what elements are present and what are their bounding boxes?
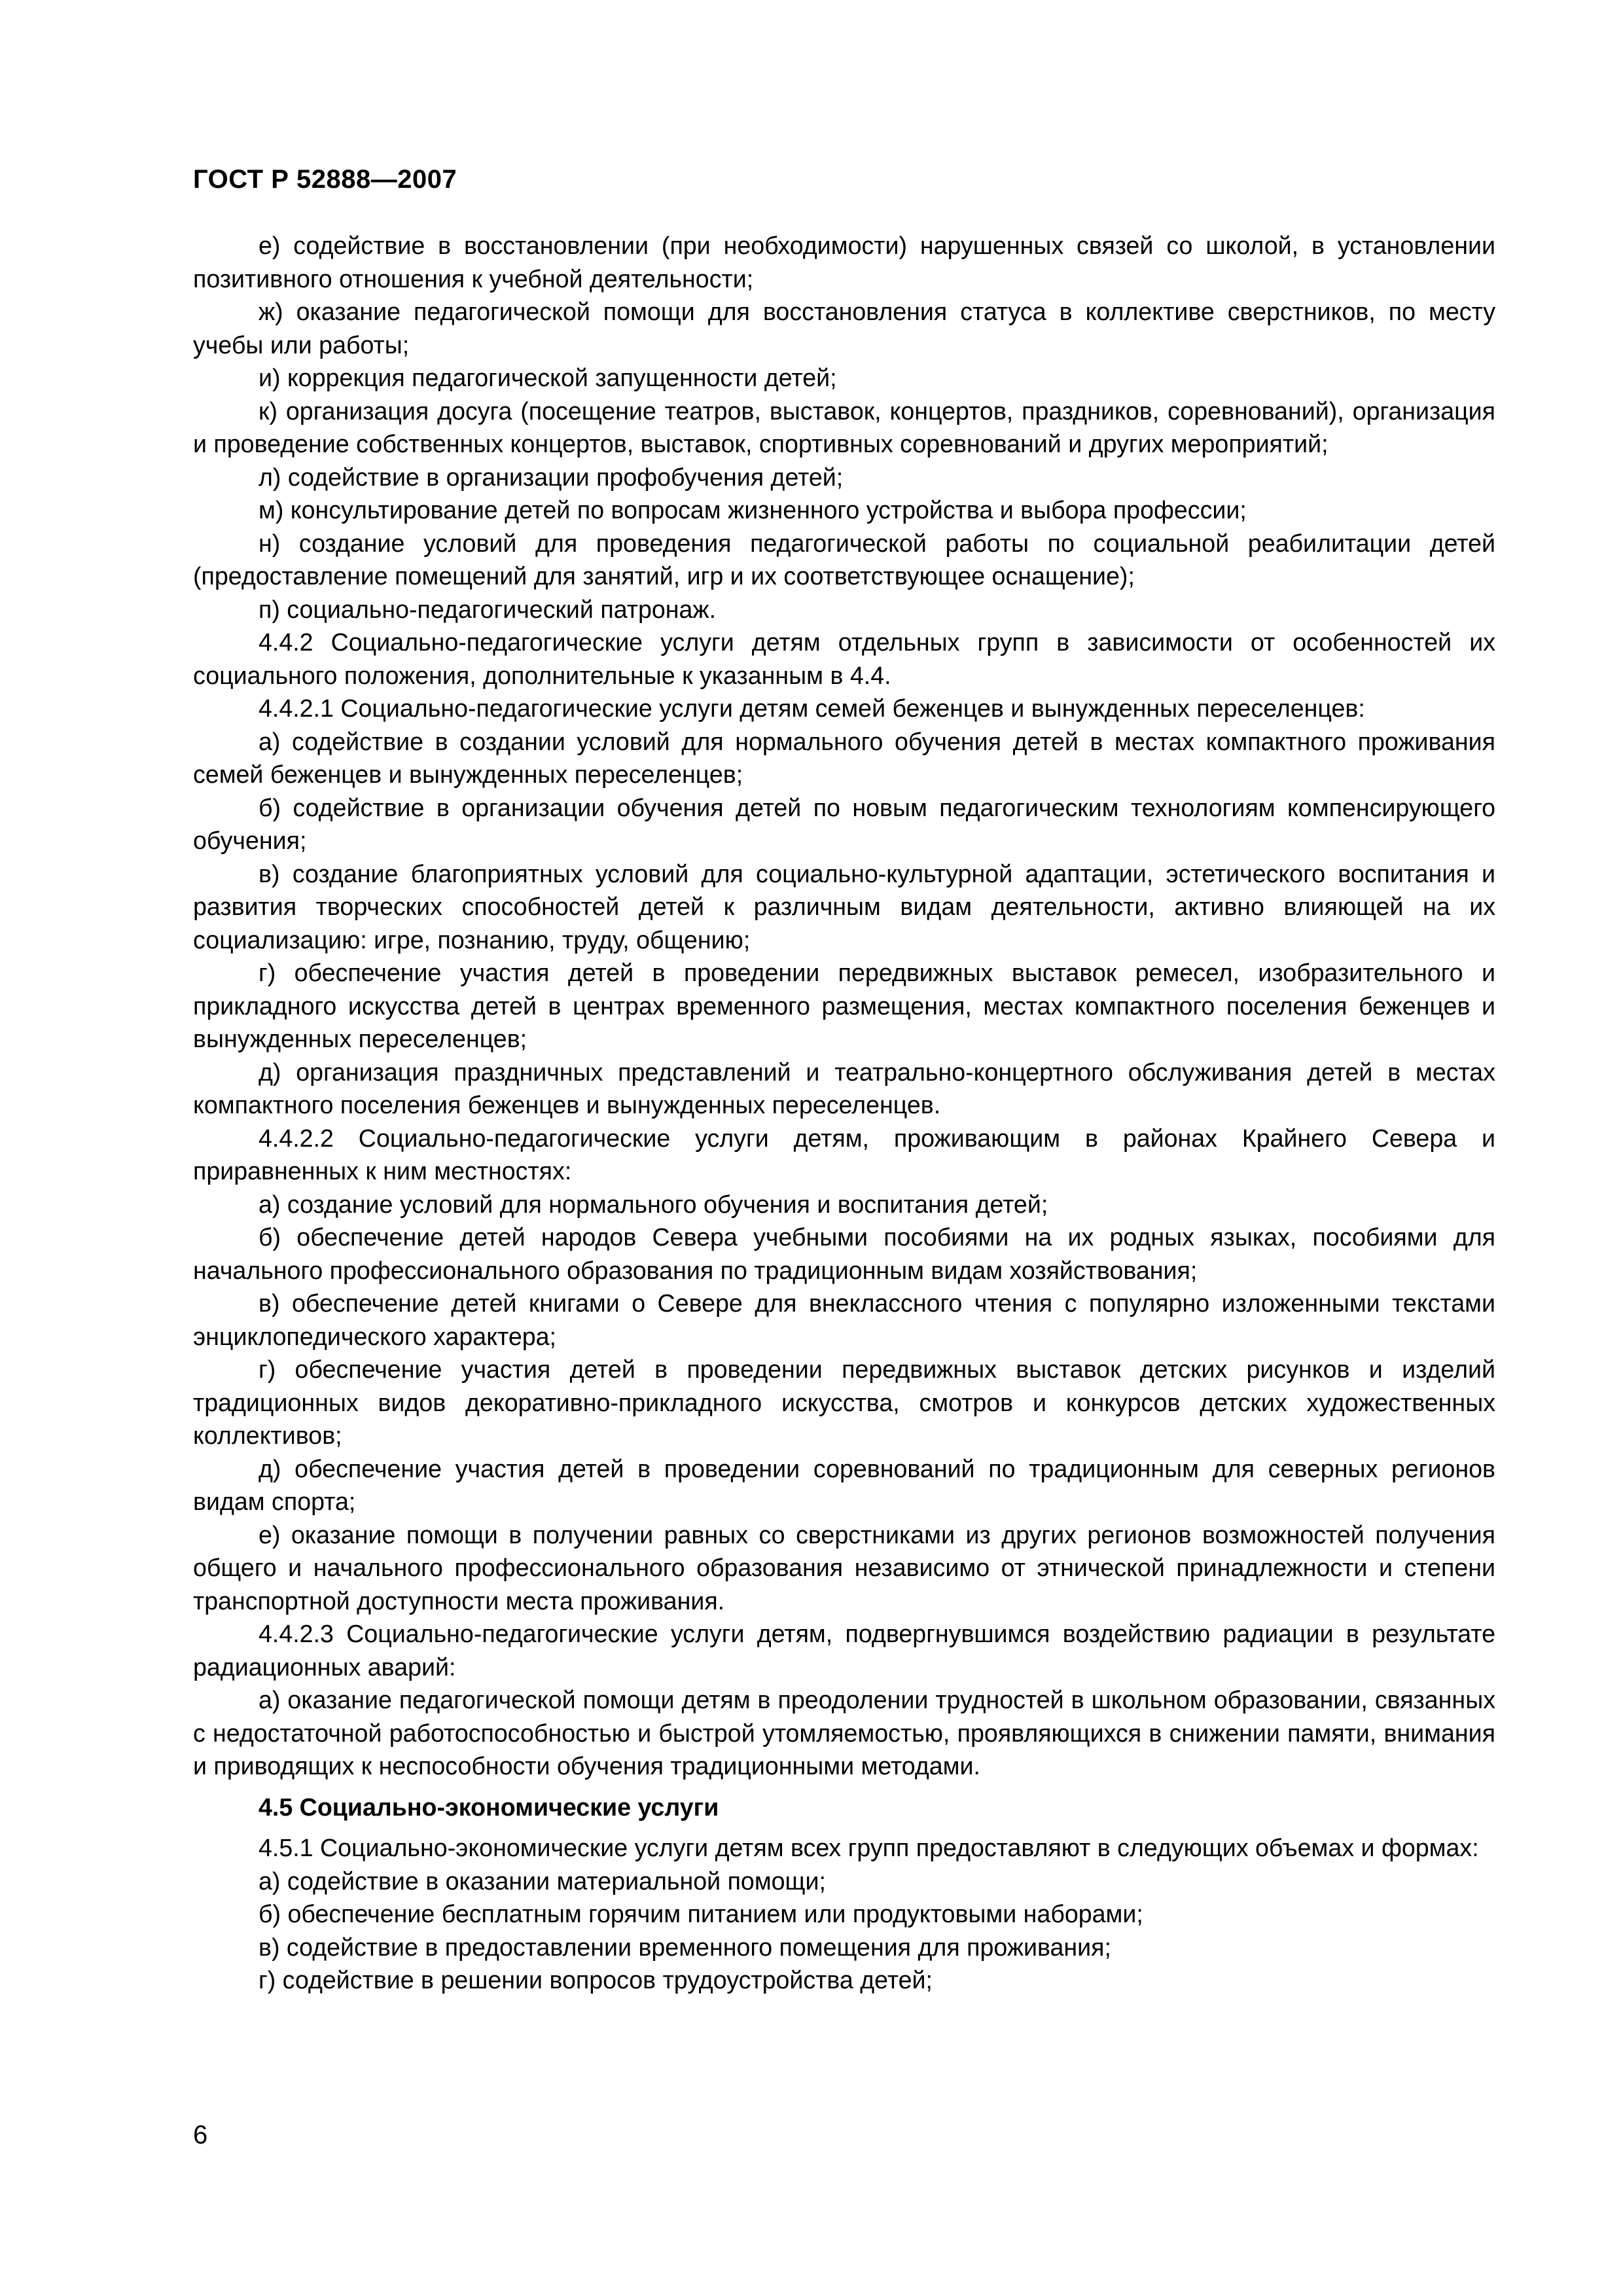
paragraph: г) обеспечение участия детей в проведении передвижных выставок ремесел, изобразительного и прикладного искусства детей в центрах временного размещения, местах компактного поселения беженцев и вынужденных переселенцев; bbox=[193, 959, 1495, 1052]
paragraph: 4.4.2.3 Социально-педагогические услуги детям, подвергнувшимся воздействию радиации в результате радиационных аварий: bbox=[193, 1620, 1495, 1681]
document-header: ГОСТ Р 52888—2007 bbox=[193, 165, 457, 194]
paragraph: а) создание условий для нормального обучения и воспитания детей; bbox=[259, 1190, 1048, 1218]
paragraph: п) социально-педагогический патронаж. bbox=[259, 595, 717, 623]
paragraph: в) создание благоприятных условий для социально-культурной адаптации, эстетического воспитания и развития творческих способностей детей к различным видам деятельности, активно влияющей на их социализацию: игре, познанию, труду, общению; bbox=[193, 859, 1495, 954]
paragraph: а) оказание педагогической помощи детям в преодолении трудностей в школьном образовании, связанных с недостаточной работоспособностью и быстрой утомляемостью, проявляющихся в снижении памяти, внимания и приводящих к неспособности обучения традиционными методами. bbox=[193, 1686, 1495, 1780]
paragraph: г) обеспечение участия детей в проведении передвижных выставок детских рисунков и изделий традиционных видов декоративно-прикладного искусства, смотров и конкурсов детских художественных коллективов; bbox=[193, 1355, 1495, 1449]
paragraph: д) обеспечение участия детей в проведении соревнований по традиционным для северных регионов видам спорта; bbox=[193, 1454, 1495, 1515]
paragraph: и) коррекция педагогической запущенности детей; bbox=[259, 364, 837, 391]
paragraph: а) содействие в создании условий для нормального обучения детей в местах компактного проживания семей беженцев и вынужденных переселенцев; bbox=[193, 727, 1495, 788]
paragraph: 4.4.2.2 Социально-педагогические услуги детям, проживающим в районах Крайнего Севера и приравненных к ним местностях: bbox=[193, 1124, 1495, 1185]
paragraph: е) содействие в восстановлении (при необходимости) нарушенных связей со школой, в установлении позитивного отношения к учебной деятельности; bbox=[193, 232, 1495, 293]
paragraph: ж) оказание педагогической помощи для восстановления статуса в коллективе сверстников, по месту учебы или работы; bbox=[193, 298, 1495, 359]
paragraph: а) содействие в оказании материальной помощи; bbox=[259, 1867, 826, 1895]
paragraph: е) оказание помощи в получении равных со сверстниками из других регионов возможностей получения общего и начального профессионального образования независимо от этнической принадлежности и степени транспортной доступности места проживания. bbox=[193, 1520, 1495, 1615]
paragraph: б) содействие в организации обучения детей по новым педагогическим технологиям компенсирующего обучения; bbox=[193, 793, 1495, 854]
paragraph: 4.4.2 Социально-педагогические услуги детям отдельных групп в зависимости от особенностей их социального положения, дополнительные к указанным в 4.4. bbox=[193, 628, 1495, 689]
paragraph: 4.4.2.1 Социально-педагогические услуги детям семей беженцев и вынужденных переселенцев: bbox=[259, 694, 1365, 722]
paragraph: в) содействие в предоставлении временного помещения для проживания; bbox=[259, 1933, 1111, 1961]
paragraph: б) обеспечение детей народов Севера учебными пособиями на их родных языках, пособиями для начального профессионального образования по традиционным видам хозяйствования; bbox=[193, 1223, 1495, 1284]
paragraph: м) консультирование детей по вопросам жизненного устройства и выбора профессии; bbox=[259, 496, 1247, 524]
document-body bbox=[193, 229, 1495, 1997]
paragraph: к) организация досуга (посещение театров, выставок, концертов, праздников, соревнований), организация и проведение собственных концертов, выставок, спортивных соревнований и других мероприятий; bbox=[193, 397, 1495, 457]
paragraph: н) создание условий для проведения педагогической работы по социальной реабилитации детей (предоставление помещений для занятий, игр и их соответствующее оснащение); bbox=[193, 529, 1495, 590]
paragraph: в) обеспечение детей книгами о Севере для внеклассного чтения с популярно изложенными текстами энциклопедического характера; bbox=[193, 1289, 1495, 1350]
page-number: 6 bbox=[193, 2121, 208, 2149]
paragraph: г) содействие в решении вопросов трудоустройства детей; bbox=[259, 1966, 933, 1994]
paragraph: б) обеспечение бесплатным горячим питанием или продуктовыми наборами; bbox=[259, 1900, 1143, 1928]
paragraph: 4.5.1 Социально-экономические услуги детям всех групп предоставляют в следующих объемах и формах: bbox=[259, 1834, 1479, 1861]
paragraph: л) содействие в организации профобучения детей; bbox=[259, 463, 844, 491]
section-heading: 4.5 Социально-экономические услуги bbox=[259, 1793, 719, 1821]
paragraph: д) организация праздничных представлений и театрально-концертного обслуживания детей в местах компактного поселения беженцев и вынужденных переселенцев. bbox=[193, 1058, 1495, 1119]
